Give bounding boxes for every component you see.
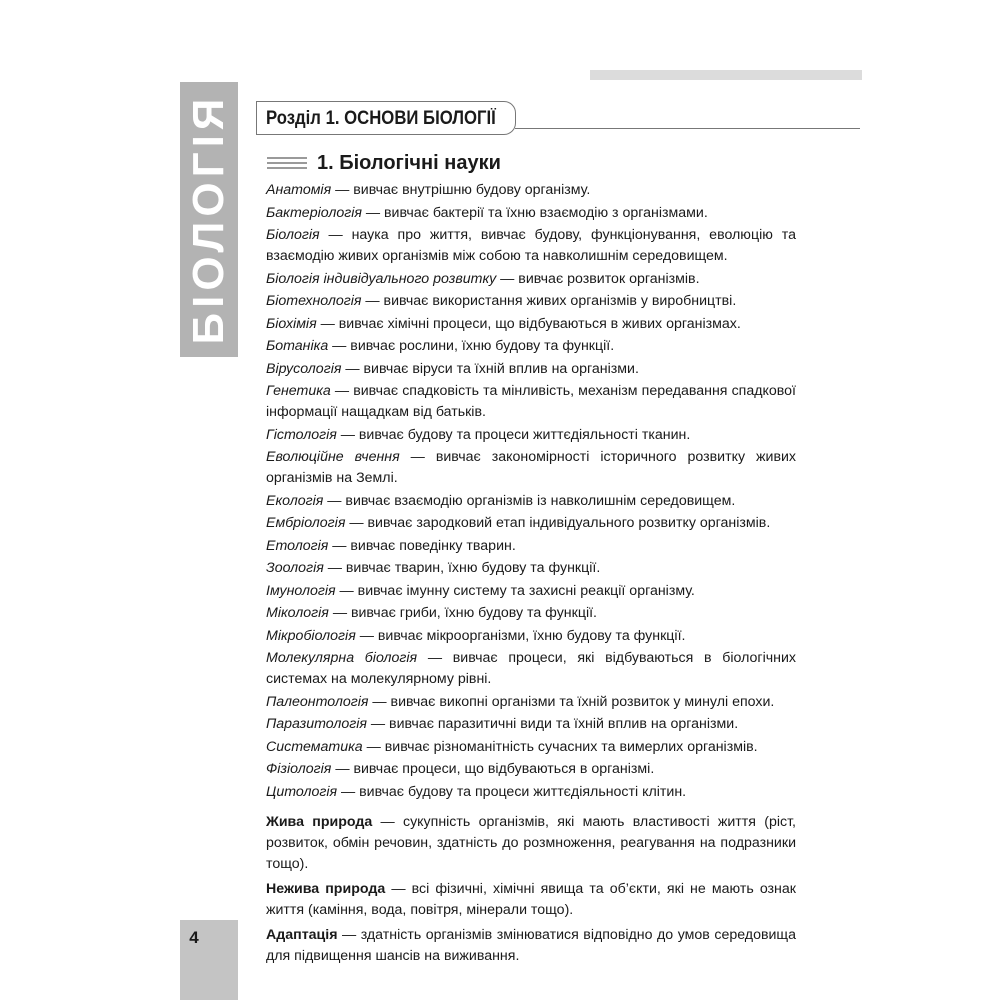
science-term: Екологія <box>266 492 324 509</box>
science-definition: — вивчає імунну систему та захисні реакції організму. <box>335 582 695 599</box>
science-term: Біотехнологія <box>266 293 362 309</box>
science-term: Вірусологія <box>266 360 342 377</box>
science-entry <box>266 581 796 602</box>
definition-term: Адаптація <box>266 926 338 943</box>
science-term: Етологія <box>266 537 329 554</box>
page-number: 4 <box>189 928 199 947</box>
definitions-block <box>266 812 796 967</box>
science-term: Ембріологія <box>266 515 346 531</box>
science-definition: — вивчає паразитичні види та їхній вплив на організми. <box>366 716 739 732</box>
science-term: Паразитологія <box>266 716 367 732</box>
science-term: Палеонтологія <box>266 693 369 710</box>
science-definition: — вивчає закономірності історичного розвитку живих організмів на Землі. <box>266 449 796 486</box>
science-entry <box>266 269 796 290</box>
science-term: Анатомія <box>266 182 332 198</box>
science-definition: — вивчає розвиток організмів. <box>496 270 700 287</box>
science-term: Мікологія <box>266 605 329 621</box>
subject-title: БІОЛОГІЯ <box>184 93 233 345</box>
science-term: Імунологія <box>266 582 336 599</box>
science-definition: — вивчає використання живих організмів у виробництві. <box>361 293 737 309</box>
science-entry <box>266 759 796 780</box>
science-term: Біохімія <box>266 315 317 332</box>
science-entry <box>266 447 796 489</box>
topic-decoration <box>267 157 307 169</box>
science-definition: — вивчає будову та процеси життєдіяльності тканин. <box>336 426 691 443</box>
definition-entry <box>266 812 796 875</box>
science-definition: — вивчає віруси та їхній вплив на організми. <box>341 360 639 377</box>
science-term: Молекулярна біологія <box>266 650 418 666</box>
science-term: Зоологія <box>266 560 324 576</box>
definition-term: Жива природа <box>266 813 373 830</box>
science-term: Систематика <box>266 738 363 755</box>
science-definition: — вивчає процеси, які відбуваються в біологічних системах на молекулярному рівні. <box>266 650 796 687</box>
section-underline <box>515 128 860 129</box>
science-definition: — вивчає викопні організми та їхній розвиток у минулі епохи. <box>368 693 775 710</box>
science-term: Фізіологія <box>266 761 332 777</box>
science-entry <box>266 558 796 579</box>
science-entry <box>266 491 796 512</box>
science-entry <box>266 203 796 224</box>
science-definition: — вивчає спадковість та мінливість, механізм передавання спадкової інформації нащадкам від батьків. <box>266 383 796 420</box>
definition-term: Нежива природа <box>266 880 386 897</box>
science-entry <box>266 359 796 380</box>
definition-text: — сукупність організмів, які мають властивості життя (ріст, розвиток, обмін речовин, здатність до розмноження, реагування на подразники тощо). <box>266 813 796 872</box>
section-title: Розділ 1. ОСНОВИ БІОЛОГІЇ <box>266 108 496 129</box>
science-definition: — вивчає будову та процеси життєдіяльності клітин. <box>337 783 687 800</box>
science-term: Біологія <box>266 227 320 243</box>
science-definition: — вивчає тварин, їхню будову та функції. <box>323 560 601 576</box>
science-term: Ботаніка <box>266 338 329 354</box>
science-term: Мікробіологія <box>266 627 356 644</box>
science-entry <box>266 180 796 201</box>
science-definition: — вивчає взаємодію організмів із навколишнім середовищем. <box>323 492 736 509</box>
science-definition: — вивчає гриби, їхню будову та функції. <box>328 605 597 621</box>
science-entry <box>266 291 796 312</box>
science-definition: — вивчає бактерії та їхню взаємодію з організмами. <box>361 204 708 221</box>
science-term: Гістологія <box>266 426 337 443</box>
science-definition: — наука про життя, вивчає будову, функціонування, еволюцію та взаємодію живих організмів між собою та навколишнім середовищем. <box>266 227 796 264</box>
page-content <box>266 180 796 971</box>
science-term: Цитологія <box>266 783 338 800</box>
science-entry <box>266 737 796 758</box>
science-term: Бактеріологія <box>266 204 362 221</box>
science-definition: — вивчає внутрішню будову організму. <box>331 182 591 198</box>
science-entry <box>266 626 796 647</box>
science-entry <box>266 536 796 557</box>
science-definition: — вивчає хімічні процеси, що відбуваються в живих організмах. <box>316 315 741 332</box>
science-term: Еволюційне вчення <box>266 449 400 465</box>
science-entry <box>266 714 796 735</box>
science-entry <box>266 314 796 335</box>
definition-text: — всі фізичні, хімічні явища та об’єкти, які не мають ознак життя (каміння, вода, повітря, мінерали тощо). <box>266 880 796 918</box>
science-entry <box>266 648 796 690</box>
science-definition: — вивчає поведінку тварин. <box>328 537 516 554</box>
science-entry <box>266 336 796 357</box>
science-definition: — вивчає мікроорганізми, їхню будову та функції. <box>355 627 686 644</box>
header-band <box>590 70 862 80</box>
definition-entry <box>266 879 796 921</box>
science-entry <box>266 513 796 534</box>
science-entry <box>266 692 796 713</box>
topic-title: 1. Біологічні науки <box>317 152 501 174</box>
science-definition: — вивчає різноманітність сучасних та вимерлих організмів. <box>362 738 758 755</box>
science-term: Генетика <box>266 383 331 399</box>
science-definition: — вивчає рослини, їхню будову та функції. <box>328 338 615 354</box>
science-term: Біологія індивідуального розвитку <box>266 270 497 287</box>
definition-entry <box>266 925 796 967</box>
science-entry <box>266 225 796 267</box>
science-entry <box>266 782 796 803</box>
science-definition: — вивчає процеси, що відбуваються в організмі. <box>331 761 655 777</box>
science-definition: — вивчає зародковий етап індивідуального розвитку організмів. <box>345 515 771 531</box>
definition-text: — здатність організмів змінюватися відповідно до умов середовища для підвищення шансів на виживання. <box>266 926 796 964</box>
science-entry <box>266 425 796 446</box>
science-entry <box>266 603 796 624</box>
science-entry <box>266 381 796 423</box>
